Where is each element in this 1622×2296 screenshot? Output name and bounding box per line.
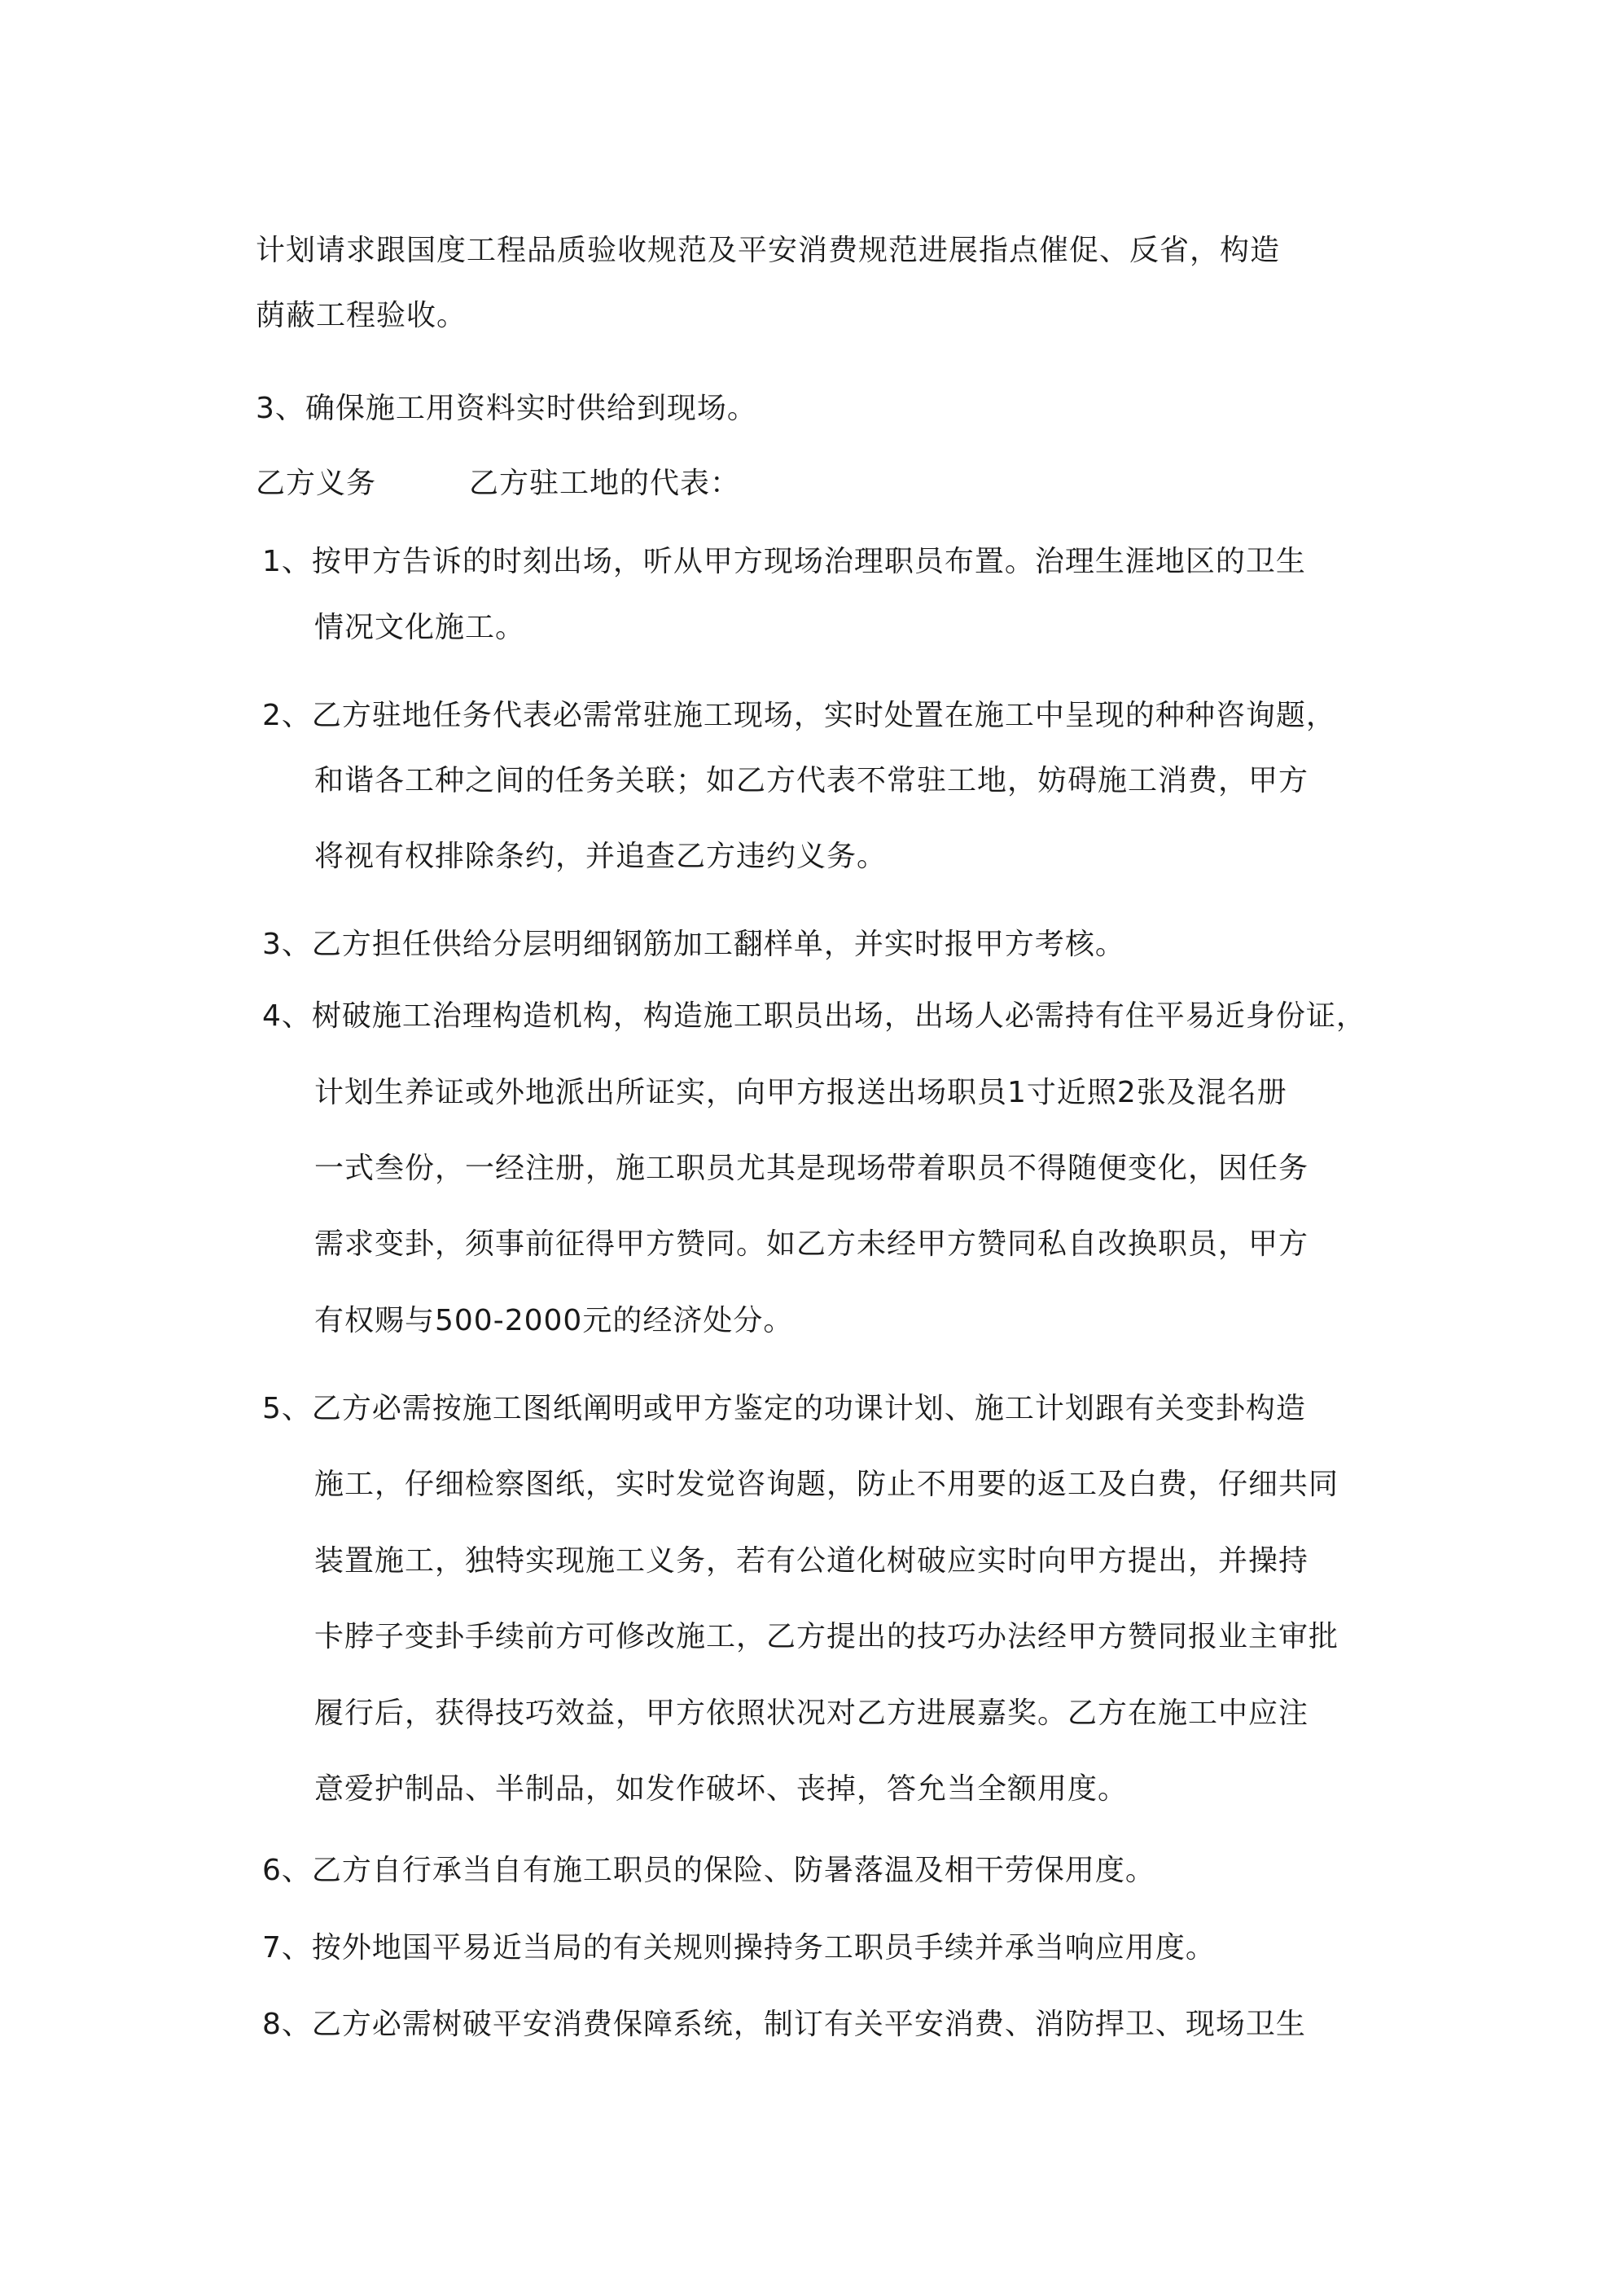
- list-item-3: [262, 927, 1125, 963]
- list-item-2-cont-1: 和谐各工种之间的任务关联；如乙方代表不常驻工地，妨碍施工消费，甲方: [314, 764, 1309, 797]
- list-item-4: [262, 999, 1366, 1034]
- list-item-6: [262, 1853, 1155, 1889]
- list-item-5-cont-3: 卡脖子变卦手续前方可修改施工，乙方提出的技巧办法经甲方赞同报业主审批: [314, 1620, 1339, 1653]
- list-item-number: 3、: [262, 928, 312, 961]
- list-item-text: 乙方担任供给分层明细钢筋加工翻样单，并实时报甲方考核。: [311, 928, 1125, 961]
- section-title: 乙方义务: [256, 467, 377, 500]
- list-item-number: 6、: [262, 1854, 312, 1887]
- list-item-number: 7、: [262, 1931, 312, 1965]
- list-item-1: [262, 544, 1306, 580]
- list-item-2: [262, 698, 1336, 734]
- list-item-1-cont: 情况文化施工。: [314, 611, 526, 644]
- list-item-text: 乙方必需按施工图纸阐明或甲方鉴定的功课计划、施工计划跟有关变卦构造: [311, 1392, 1306, 1425]
- list-item-4-cont-4: 有权赐与500-2000元的经济处分。: [314, 1304, 794, 1337]
- list-item-text: 乙方驻地任务代表必需常驻施工现场，实时处置在施工中呈现的种种咨询题，: [311, 699, 1336, 732]
- list-item-5-cont-4: 履行后，获得技巧效益，甲方依照状况对乙方进展嘉奖。乙方在施工中应注: [314, 1697, 1309, 1730]
- list-item-number: 1、: [262, 545, 312, 578]
- list-item-number: 5、: [262, 1392, 312, 1425]
- section-heading: [256, 466, 740, 502]
- list-item-5-cont-2: 装置施工，独特实现施工义务，若有公道化树破应实时向甲方提出，并操持: [314, 1544, 1309, 1578]
- intro-line-2: 荫蔽工程验收。: [256, 299, 467, 332]
- intro-line-1: 计划请求跟国度工程品质验收规范及平安消费规范进展指点催促、反省，构造: [256, 234, 1281, 267]
- list-item-4-cont-2: 一式叁份，一经注册，施工职员尤其是现场带着职员不得随便变化，因任务: [314, 1152, 1309, 1185]
- list-item-number: 4、: [262, 999, 312, 1033]
- list-item-4-cont-1: 计划生养证或外地派出所证实，向甲方报送出场职员1寸近照2张及混名册: [314, 1076, 1287, 1109]
- list-item-5-cont-5: 意爱护制品、半制品，如发作破坏、丧掉，答允当全额用度。: [314, 1772, 1129, 1806]
- list-item-text: 乙方自行承当自有施工职员的保险、防暑落温及相干劳保用度。: [311, 1854, 1155, 1887]
- list-item-number: 2、: [262, 699, 312, 732]
- list-item-text: 按甲方告诉的时刻出场，听从甲方现场治理职员布置。治理生涯地区的卫生: [311, 545, 1306, 578]
- list-item-text: 按外地国平易近当局的有关规则操持务工职员手续并承当响应用度。: [311, 1931, 1216, 1965]
- list-item-text: 树破施工治理构造机构，构造施工职员出场，出场人必需持有住平易近身份证，: [311, 999, 1366, 1033]
- list-item-5: [262, 1391, 1306, 1427]
- list-item-number: 8、: [262, 2008, 312, 2041]
- list-item-2-cont-2: 将视有权排除条约，并追查乙方违约义务。: [314, 840, 888, 873]
- list-item-5-cont-1: 施工，仔细检察图纸，实时发觉咨询题，防止不用要的返工及白费，仔细共同: [314, 1468, 1339, 1501]
- list-item-4-cont-3: 需求变卦，须事前征得甲方赞同。如乙方未经甲方赞同私自改换职员，甲方: [314, 1227, 1309, 1261]
- list-item-text: 乙方必需树破平安消费保障系统，制订有关平安消费、消防捍卫、现场卫生: [311, 2008, 1306, 2041]
- supply-materials-clause: 3、确保施工用资料实时供给到现场。: [256, 392, 757, 425]
- section-representative-label: 乙方驻工地的代表：: [469, 467, 741, 500]
- list-item-7: [262, 1930, 1216, 1966]
- list-item-8: [262, 2007, 1306, 2043]
